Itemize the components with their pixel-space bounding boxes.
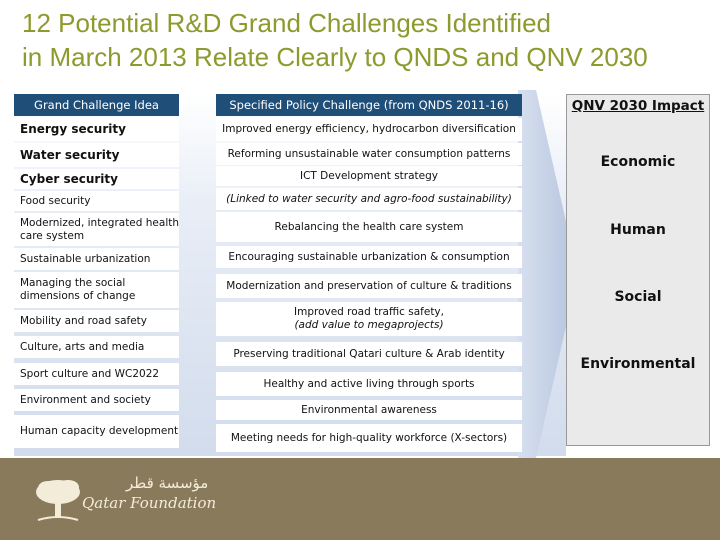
idea-row: Water security xyxy=(14,143,179,167)
policy-row: Preserving traditional Qatari culture & Arab identity xyxy=(216,342,522,366)
policy-text: Improved road traffic safety, xyxy=(294,306,444,318)
idea-row: Mobility and road safety xyxy=(14,310,179,332)
impact-human: Human xyxy=(610,222,666,238)
idea-row: Environment and society xyxy=(14,389,179,411)
policy-note: (add value to megaprojects) xyxy=(294,319,444,331)
title-line-1: 12 Potential R&D Grand Challenges Identified xyxy=(22,8,551,38)
column-header-idea: Grand Challenge Idea xyxy=(14,94,179,116)
idea-row: Food security xyxy=(14,191,179,211)
policy-row: Improved energy efficiency, hydrocarbon diversification xyxy=(216,118,522,141)
idea-row: Managing the social dimensions of change xyxy=(14,272,179,308)
policy-row: Meeting needs for high-quality workforce (X-sectors) xyxy=(216,424,522,452)
idea-row: Human capacity development xyxy=(14,415,179,448)
policy-row: ICT Development strategy xyxy=(216,166,522,186)
impact-environmental: Environmental xyxy=(580,356,696,372)
idea-row: Cyber security xyxy=(14,169,179,189)
policy-row: Modernization and preservation of culture & traditions xyxy=(216,274,522,298)
idea-row: Sport culture and WC2022 xyxy=(14,363,179,385)
impact-social: Social xyxy=(614,289,662,305)
idea-row: Modernized, integrated health care system xyxy=(14,213,179,246)
impact-box xyxy=(566,94,710,446)
policy-row: Healthy and active living through sports xyxy=(216,372,522,396)
policy-row: Reforming unsustainable water consumption patterns xyxy=(216,143,522,165)
column-header-policy: Specified Policy Challenge (from QNDS 2011-16) xyxy=(216,94,522,116)
policy-row xyxy=(216,302,522,336)
policy-row: Environmental awareness xyxy=(216,400,522,420)
policy-row: (Linked to water security and agro-food sustainability) xyxy=(216,188,522,210)
impact-economic: Economic xyxy=(600,154,676,170)
impact-header: QNV 2030 Impact xyxy=(571,98,705,114)
idea-row: Culture, arts and media xyxy=(14,336,179,358)
title-line-2: in March 2013 Relate Clearly to QNDS and QNV 2030 xyxy=(22,42,648,72)
policy-row: Rebalancing the health care system xyxy=(216,212,522,242)
idea-row: Energy security xyxy=(14,118,179,141)
logo-arabic-text: مؤسسة قطر xyxy=(126,474,209,492)
logo-english-text: Qatar Foundation xyxy=(82,494,217,512)
idea-row: Sustainable urbanization xyxy=(14,248,179,270)
policy-row: Encouraging sustainable urbanization & consumption xyxy=(216,246,522,268)
slide-title xyxy=(22,6,712,74)
